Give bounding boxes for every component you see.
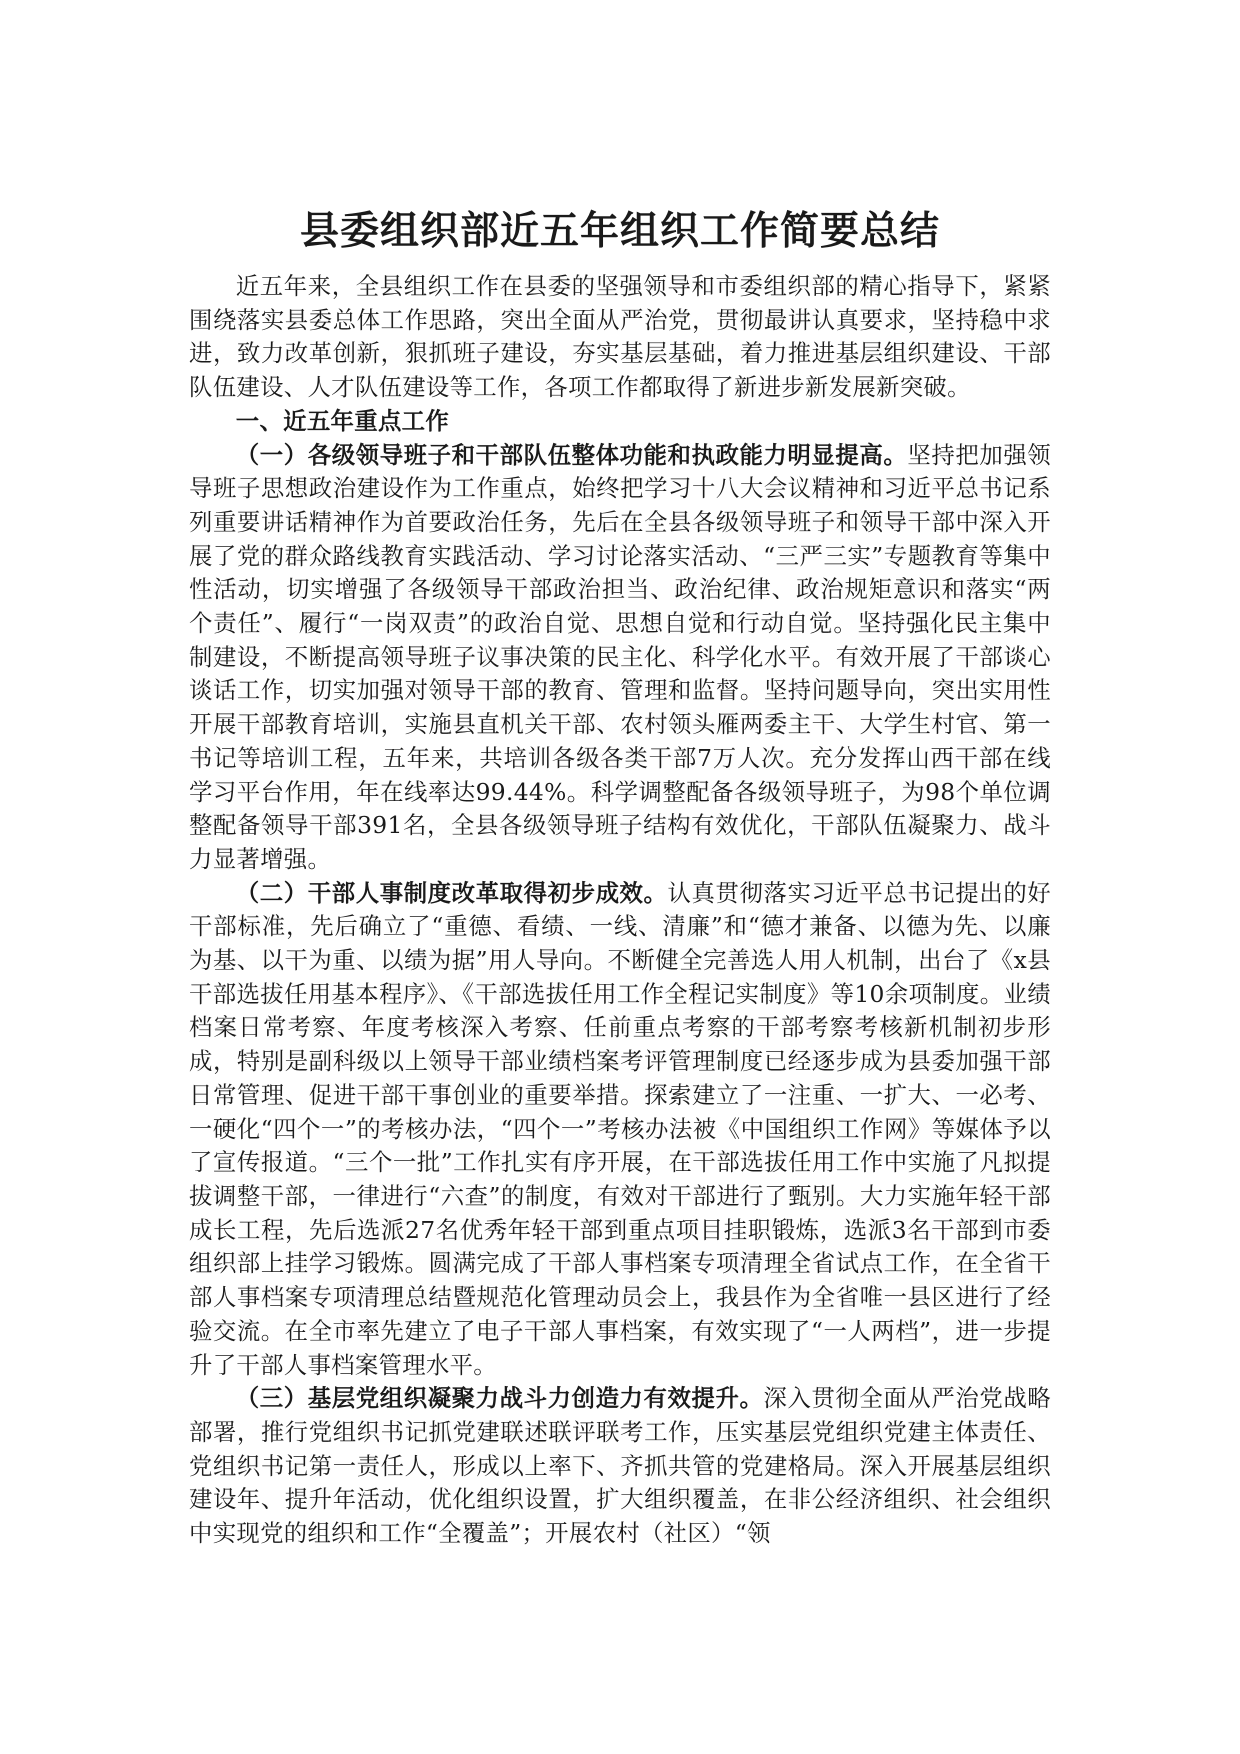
body-paragraph xyxy=(189,877,1051,1383)
paragraph-lead: （二）干部人事制度改革取得初步成效。 xyxy=(235,878,668,907)
document-body xyxy=(189,270,1051,1551)
paragraph-lead: （三）基层党组织凝聚力战斗力创造力有效提升。 xyxy=(235,1384,764,1413)
paragraph-lead: （一）各级领导班子和干部队伍整体功能和执政能力明显提高。 xyxy=(235,440,908,469)
paragraph-text: 深入贯彻全面从严治党战略部署，推行党组织书记抓党建联述联评联考工作，压实基层党组织党建主体责任、党组织书记第一责任人，形成以上率下、齐抓共管的党建格局。深入开展基层组织建设年、提升年活动，优化组织设置，扩大组织覆盖，在非公经济组织、社会组织中实现党的组织和工作“全覆盖”；开展农村（社区）“领 xyxy=(189,1384,1051,1548)
section-heading: 一、近五年重点工作 xyxy=(235,406,450,435)
paragraph-text: 坚持把加强领导班子思想政治建设作为工作重点，始终把学习十八大会议精神和习近平总书记系列重要讲话精神作为首要政治任务，先后在全县各级领导班子和领导干部中深入开展了党的群众路线教育实践活动、学习讨论落实活动、“三严三实”专题教育等集中性活动，切实增强了各级领导干部政治担当、政治纪律、政治规矩意识和落实“两个责任”、履行“一岗双责”的政治自觉、思想自觉和行动自觉。坚持强化民主集中制建设，不断提高领导班子议事决策的民主化、科学化水平。有效开展了干部谈心谈话工作，切实加强对领导干部的教育、管理和监督。坚持问题导向，突出实用性开展干部教育培训，实施县直机关干部、农村领头雁两委主干、大学生村官、第一书记等培训工程，五年来，共培训各级各类干部7万人次。充分发挥山西干部在线学习平台作用，年在线率达99.44%。科学调整配备各级领导班子，为98个单位调整配备领导干部391名，全县各级领导班子结构有效优化，干部队伍凝聚力、战斗力显著增强。 xyxy=(189,440,1051,873)
body-paragraph xyxy=(189,1382,1051,1551)
body-paragraph xyxy=(189,439,1051,877)
document-title: 县委组织部近五年组织工作简要总结 xyxy=(299,208,940,254)
paragraph-text: 认真贯彻落实习近平总书记提出的好干部标准，先后确立了“重德、看绩、一线、清廉”和“德才兼备、以德为先、以廉为基、以干为重、以绩为据”用人导向。不断健全完善选人用人机制，出台了《x县干部选拔任用基本程序》、《干部选拔任用工作全程记实制度》等10余项制度。业绩档案日常考察、年度考核深入考察、任前重点考察的干部考察考核新机制初步形成，特别是副科级以上领导干部业绩档案考评管理制度已经逐步成为县委加强干部日常管理、促进干部干事创业的重要举措。探索建立了一注重、一扩大、一必考、一硬化“四个一”的考核办法，“四个一”考核办法被《中国组织工作网》等媒体予以了宣传报道。“三个一批”工作扎实有序开展，在干部选拔任用工作中实施了凡拟提拔调整干部，一律进行“六查”的制度，有效对干部进行了甄别。大力实施年轻干部成长工程，先后选派27名优秀年轻干部到重点项目挂职锻炼，选派3名干部到市委组织部上挂学习锻炼。圆满完成了干部人事档案专项清理全省试点工作，在全省干部人事档案专项清理总结暨规范化管理动员会上，我县作为全省唯一县区进行了经验交流。在全市率先建立了电子干部人事档案，有效实现了“一人两档”，进一步提升了干部人事档案管理水平。 xyxy=(189,878,1051,1379)
intro-paragraph: 近五年来，全县组织工作在县委的坚强领导和市委组织部的精心指导下，紧紧围绕落实县委总体工作思路，突出全面从严治党，贯彻最讲认真要求，坚持稳中求进，致力改革创新，狠抓班子建设，夯实基层基础，着力推进基层组织建设、干部队伍建设、人才队伍建设等工作，各项工作都取得了新进步新发展新突破。 xyxy=(189,272,1051,402)
